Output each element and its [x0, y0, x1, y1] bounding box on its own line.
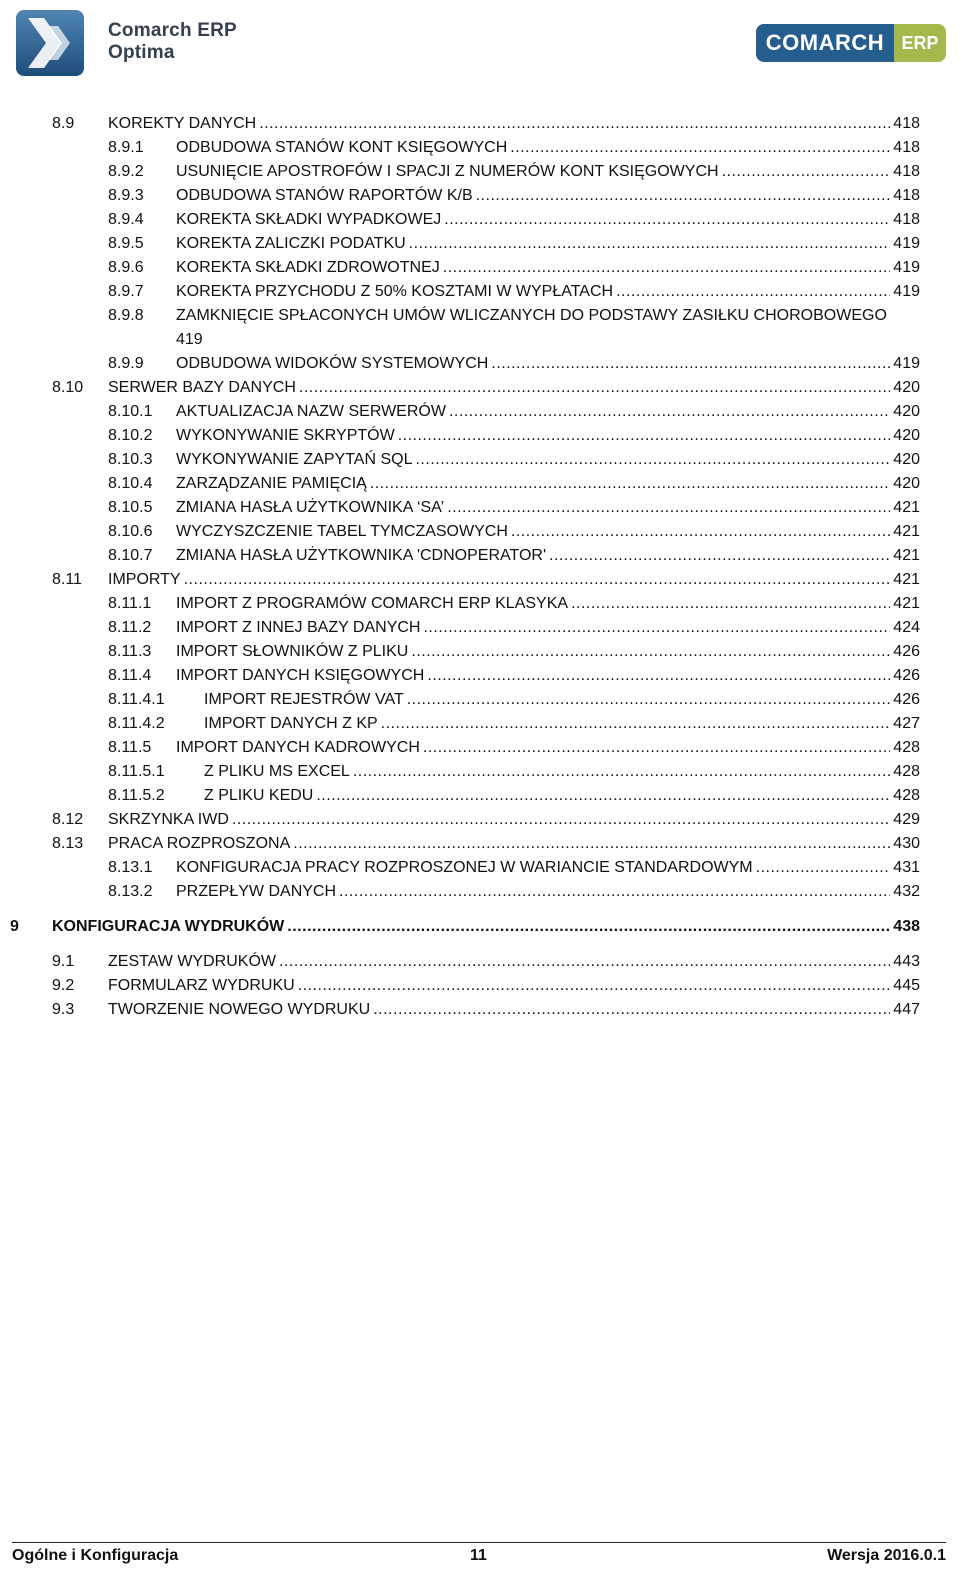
toc-entry[interactable] [0, 880, 960, 904]
toc-entry[interactable] [0, 736, 960, 760]
toc-entry-title: KONFIGURACJA PRACY ROZPROSZONEJ W WARIANCIE STANDARDOWYM [176, 859, 753, 876]
toc-dot-leader [232, 808, 890, 832]
page-header [0, 0, 960, 90]
toc-dot-leader [571, 592, 890, 616]
toc-entry-number: 9.2 [52, 977, 75, 994]
toc-entry-number: 8.12 [52, 811, 84, 828]
toc-entry[interactable] [0, 400, 960, 424]
toc-entry-number: 8.11.4 [108, 667, 152, 684]
toc-entry-title: SKRZYNKA IWD [108, 811, 229, 828]
toc-entry[interactable] [0, 208, 960, 232]
toc-entry-page: 420 [893, 427, 920, 444]
toc-dot-leader [411, 640, 890, 664]
toc-entry-number: 8.13.2 [108, 883, 153, 900]
toc-entry[interactable] [0, 496, 960, 520]
toc-entry-title: Z PLIKU KEDU [204, 787, 314, 804]
toc-dot-leader [398, 424, 891, 448]
toc-entry-page: 428 [893, 739, 920, 756]
toc-dot-leader [287, 915, 890, 939]
toc-entry-title: IMPORTY [108, 571, 181, 588]
toc-entry-number: 8.10 [52, 379, 84, 396]
toc-entry-number: 8.11.1 [108, 595, 152, 612]
toc-entry-number: 8.11 [52, 571, 82, 588]
toc-dot-leader [510, 136, 890, 160]
toc-entry-page: 426 [893, 691, 920, 708]
toc-entry[interactable] [0, 784, 960, 808]
toc-entry-number: 9 [10, 918, 19, 935]
toc-entry-number: 8.10.6 [108, 523, 153, 540]
toc-dot-leader [443, 256, 891, 280]
toc-entry[interactable] [0, 472, 960, 496]
toc-dot-leader [407, 688, 891, 712]
toc-entry-number: 8.13 [52, 835, 84, 852]
toc-entry-page: 421 [893, 595, 920, 612]
toc-dot-leader [184, 568, 891, 592]
toc-dot-leader [722, 160, 891, 184]
toc-entry-title: AKTUALIZACJA NAZW SERWERÓW [176, 403, 446, 420]
comarch-erp-logo [756, 24, 946, 62]
toc-entry[interactable] [0, 160, 960, 184]
toc-entry[interactable] [0, 640, 960, 664]
toc-entry[interactable] [0, 520, 960, 544]
toc-entry-page: 418 [893, 211, 920, 228]
toc-entry-title: WYKONYWANIE ZAPYTAŃ SQL [176, 451, 413, 468]
toc-entry[interactable] [0, 352, 960, 376]
toc-entry-number: 8.9.5 [108, 235, 144, 252]
toc-entry-number: 8.9.4 [108, 211, 144, 228]
toc-entry[interactable] [0, 280, 960, 304]
toc-entry-page: 420 [893, 451, 920, 468]
toc-entry-title: USUNIĘCIE APOSTROFÓW I SPACJI Z NUMERÓW KONT KSIĘGOWYCH [176, 163, 719, 180]
toc-entry-page: 418 [893, 163, 920, 180]
toc-entry-title: IMPORT Z PROGRAMÓW COMARCH ERP KLASYKA [176, 595, 569, 612]
toc-dot-leader [423, 616, 890, 640]
toc-entry-number: 9.1 [52, 953, 75, 970]
toc-entry-page: 418 [893, 187, 920, 204]
toc-entry-number: 8.10.7 [108, 547, 153, 564]
toc-entry[interactable] [0, 232, 960, 256]
toc-entry[interactable] [0, 136, 960, 160]
footer-page-number: 11 [470, 1547, 487, 1564]
comarch-erp-optima-logo-icon [14, 8, 86, 78]
erp-logo-text: ERP [894, 24, 946, 62]
toc-entry[interactable] [0, 832, 960, 856]
toc-entry-number: 8.10.2 [108, 427, 153, 444]
toc-entry[interactable] [0, 184, 960, 208]
toc-entry-title: IMPORT DANYCH Z KP [204, 715, 378, 732]
toc-entry-title: KOREKTA ZALICZKI PODATKU [176, 235, 406, 252]
toc-entry-page: 418 [893, 115, 920, 132]
toc-entry-number: 8.11.5 [108, 739, 152, 756]
toc-entry-title: SERWER BAZY DANYCH [108, 379, 296, 396]
toc-dot-leader [409, 232, 891, 256]
toc-entry-number: 8.9.7 [108, 283, 144, 300]
toc-entry-title: WYCZYSZCZENIE TABEL TYMCZASOWYCH [176, 523, 508, 540]
toc-entry-page: 421 [893, 571, 920, 588]
toc-entry[interactable] [0, 808, 960, 832]
footer-version: Wersja 2016.0.1 [827, 1547, 946, 1564]
toc-entry-page: 447 [893, 1001, 920, 1018]
toc-entry-title: TWORZENIE NOWEGO WYDRUKU [108, 1001, 371, 1018]
toc-entry-number: 8.9.9 [108, 355, 144, 372]
toc-entry-page: 428 [893, 787, 920, 804]
toc-entry-page: 419 [893, 259, 920, 276]
toc-entry-title: ZMIANA HASŁA UŻYTKOWNIKA ‘SA’ [176, 499, 445, 516]
toc-entry[interactable] [0, 424, 960, 448]
toc-entry[interactable] [0, 856, 960, 880]
toc-entry-title: KOREKTA SKŁADKI WYPADKOWEJ [176, 211, 442, 228]
toc-entry-page: 427 [893, 715, 920, 732]
toc-entry-number: 8.10.5 [108, 499, 153, 516]
toc-entry[interactable] [0, 592, 960, 616]
toc-dot-leader [353, 760, 890, 784]
toc-entry[interactable] [0, 974, 960, 998]
toc-entry-number: 8.10.4 [108, 475, 153, 492]
toc-entry-page: 438 [893, 918, 920, 935]
toc-entry[interactable] [0, 664, 960, 688]
toc-entry-page: 420 [893, 475, 920, 492]
toc-entry-page: 431 [893, 859, 920, 876]
toc-entry-page: 419 [893, 283, 920, 300]
toc-entry-title: Z PLIKU MS EXCEL [204, 763, 350, 780]
toc-entry-number: 8.10.3 [108, 451, 153, 468]
brand-line-1: Comarch ERP [108, 20, 237, 41]
toc-entry-title: KOREKTA PRZYCHODU Z 50% KOSZTAMI W WYPŁATACH [176, 283, 614, 300]
toc-entry[interactable] [0, 304, 960, 352]
toc-entry-page: 426 [893, 667, 920, 684]
toc-entry-page: 419 [893, 235, 920, 252]
footer-document-title: Ogólne i Konfiguracja [12, 1547, 179, 1564]
toc-dot-leader [447, 496, 890, 520]
toc-entry-title: FORMULARZ WYDRUKU [108, 977, 295, 994]
toc-entry[interactable] [0, 568, 960, 592]
toc-entry-number: 9.3 [52, 1001, 75, 1018]
page-footer [12, 1542, 946, 1564]
toc-entry-number: 8.9.6 [108, 259, 144, 276]
toc-entry-page: 445 [893, 977, 920, 994]
toc-entry[interactable] [0, 544, 960, 568]
toc-entry-page: 419 [176, 331, 203, 348]
toc-entry[interactable] [0, 760, 960, 784]
toc-dot-leader [415, 448, 890, 472]
toc-entry-title: ODBUDOWA STANÓW KONT KSIĘGOWYCH [176, 139, 508, 156]
toc-entry-page: 421 [893, 523, 920, 540]
toc-dot-leader [370, 472, 890, 496]
toc-entry-number: 8.10.1 [108, 403, 153, 420]
toc-entry-page: 419 [893, 355, 920, 372]
toc-entry-page: 424 [893, 619, 920, 636]
toc-dot-leader [449, 400, 890, 424]
toc-entry-title: ZMIANA HASŁA UŻYTKOWNIKA 'CDNOPERATOR' [176, 547, 547, 564]
toc-entry-page: 421 [893, 547, 920, 564]
toc-entry-number: 8.11.2 [108, 619, 152, 636]
toc-entry-number: 8.9.8 [108, 307, 144, 324]
toc-entry-page: 426 [893, 643, 920, 660]
toc-entry-title: KONFIGURACJA WYDRUKÓW [52, 918, 285, 935]
toc-entry-page: 428 [893, 763, 920, 780]
comarch-logo-text: COMARCH [756, 24, 894, 62]
toc-entry-title: IMPORT SŁOWNIKÓW Z PLIKU [176, 643, 409, 660]
toc-entry[interactable] [0, 915, 960, 939]
toc-entry-page: 420 [893, 403, 920, 420]
toc-dot-leader [259, 112, 890, 136]
toc-entry[interactable] [0, 616, 960, 640]
toc-entry[interactable] [0, 712, 960, 736]
toc-entry[interactable] [0, 256, 960, 280]
toc-dot-leader [423, 736, 890, 760]
toc-dot-leader [511, 520, 890, 544]
toc-entry-title: ZARZĄDZANIE PAMIĘCIĄ [176, 475, 367, 492]
toc-entry-title: IMPORT DANYCH KADROWYCH [176, 739, 420, 756]
toc-dot-leader [756, 856, 891, 880]
toc-entry-title: ODBUDOWA STANÓW RAPORTÓW K/B [176, 187, 473, 204]
toc-entry-number: 8.9.1 [108, 139, 144, 156]
toc-dot-leader [279, 950, 890, 974]
toc-entry-title: WYKONYWANIE SKRYPTÓW [176, 427, 395, 444]
toc-entry-page: 420 [893, 379, 920, 396]
toc-dot-leader [298, 974, 891, 998]
toc-dot-leader [316, 784, 890, 808]
toc-dot-leader [293, 832, 890, 856]
toc-entry-title: IMPORT REJESTRÓW VAT [204, 691, 404, 708]
toc-entry-title: IMPORT DANYCH KSIĘGOWYCH [176, 667, 425, 684]
toc-entry[interactable] [0, 448, 960, 472]
toc-entry-title: IMPORT Z INNEJ BAZY DANYCH [176, 619, 421, 636]
brand-name [108, 20, 237, 64]
toc-dot-leader [373, 998, 890, 1022]
toc-entry-number: 8.11.4.2 [108, 715, 165, 732]
toc-dot-leader [339, 880, 890, 904]
toc-entry-page: 418 [893, 139, 920, 156]
brand-line-2: Optima [108, 42, 175, 63]
toc-entry[interactable] [0, 950, 960, 974]
toc-entry-title: ZESTAW WYDRUKÓW [108, 953, 276, 970]
toc-dot-leader [427, 664, 890, 688]
toc-dot-leader [381, 712, 891, 736]
toc-entry[interactable] [0, 376, 960, 400]
toc-dot-leader [299, 376, 890, 400]
toc-entry-page: 430 [893, 835, 920, 852]
toc-entry-number: 8.9 [52, 115, 75, 132]
toc-entry-number: 8.13.1 [108, 859, 153, 876]
toc-entry[interactable] [0, 112, 960, 136]
toc-dot-leader [444, 208, 890, 232]
toc-entry-page: 443 [893, 953, 920, 970]
toc-entry-number: 8.9.3 [108, 187, 144, 204]
toc-dot-leader [476, 184, 891, 208]
toc-entry-number: 8.11.3 [108, 643, 152, 660]
toc-entry-number: 8.11.4.1 [108, 691, 165, 708]
toc-entry-title: PRACA ROZPROSZONA [108, 835, 291, 852]
toc-entry-title: ZAMKNIĘCIE SPŁACONYCH UMÓW WLICZANYCH DO PODSTAWY ZASIŁKU CHOROBOWEGO [176, 307, 887, 324]
toc-entry-title: KOREKTA SKŁADKI ZDROWOTNEJ [176, 259, 440, 276]
toc-entry-title: ODBUDOWA WIDOKÓW SYSTEMOWYCH [176, 355, 489, 372]
toc-dot-leader [491, 352, 890, 376]
toc-dot-leader [616, 280, 890, 304]
toc-entry-number: 8.11.5.1 [108, 763, 165, 780]
toc-entry-number: 8.9.2 [108, 163, 144, 180]
toc-entry[interactable] [0, 688, 960, 712]
toc-entry-page: 429 [893, 811, 920, 828]
toc-entry-title: KOREKTY DANYCH [108, 115, 257, 132]
toc-dot-leader [549, 544, 890, 568]
toc-entry[interactable] [0, 998, 960, 1022]
toc-entry-page: 432 [893, 883, 920, 900]
toc-entry-number: 8.11.5.2 [108, 787, 165, 804]
toc-entry-title: PRZEPŁYW DANYCH [176, 883, 337, 900]
toc-entry-page: 421 [893, 499, 920, 516]
